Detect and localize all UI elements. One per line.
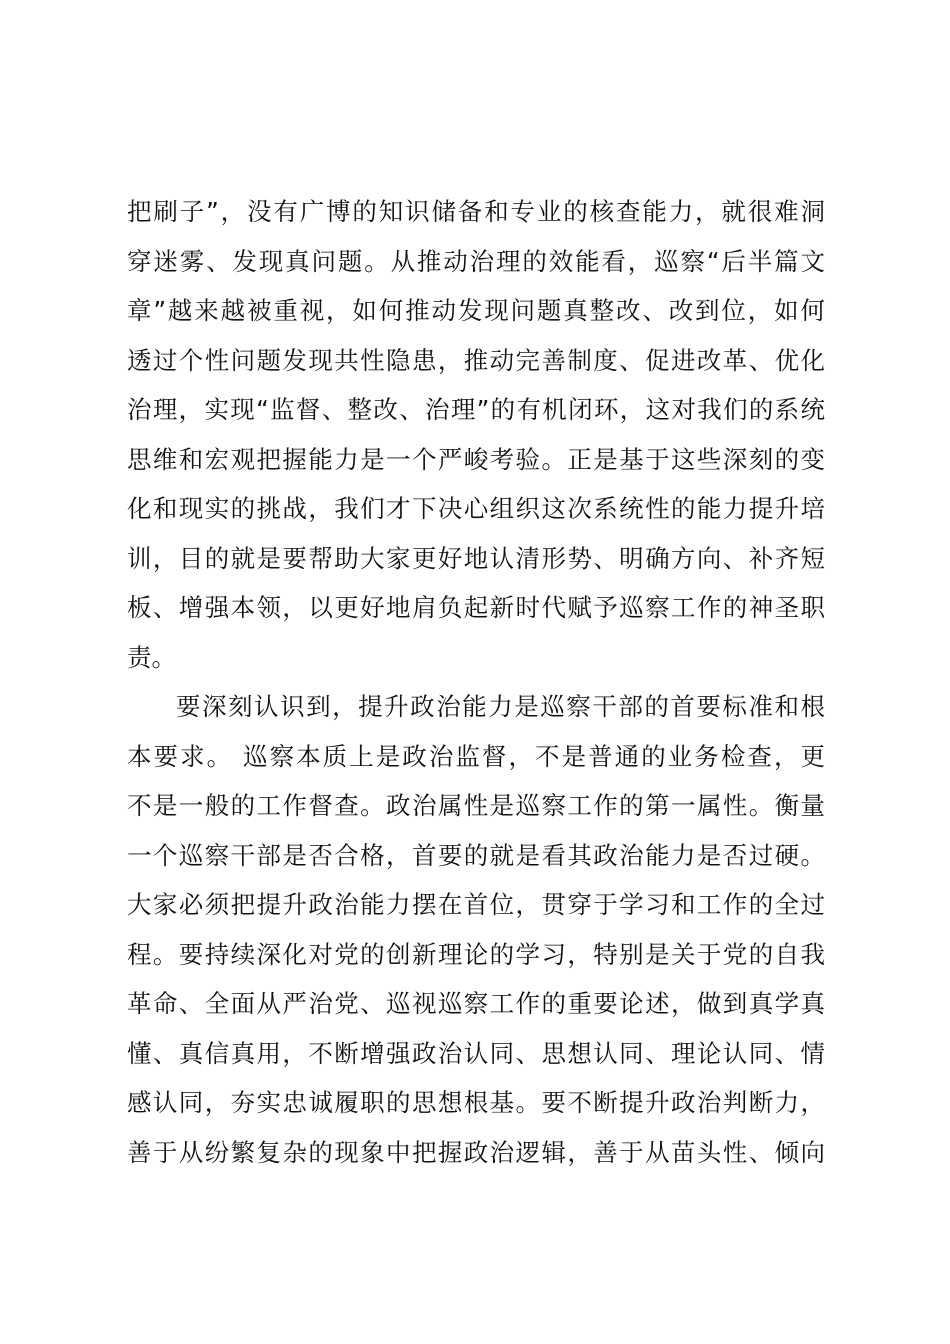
text-line: 透过个性问题发现共性隐患，推动完善制度、促进改革、优化	[127, 345, 825, 375]
text-line: 把刷子”，没有广博的知识储备和专业的核查能力，就很难洞	[127, 197, 825, 226]
text-line: 感认同，夯实忠诚履职的思想根基。要不断提升政治判断力，	[127, 1088, 825, 1117]
text-line: 章”越来越被重视，如何推动发现问题真整改、改到位，如何	[127, 296, 825, 325]
text-line: 不是一般的工作督查。政治属性是巡察工作的第一属性。衡量	[127, 791, 825, 820]
text-line: 责。	[127, 642, 176, 672]
text-line: 大家必须把提升政治能力摆在首位，贯穿于学习和工作的全过	[127, 890, 825, 919]
text-line: 革命、全面从严治党、巡视巡察工作的重要论述，做到真学真	[127, 989, 825, 1018]
text-line-indented: 要深刻认识到，提升政治能力是巡察干部的首要标准和根	[176, 692, 825, 721]
text-line: 善于从纷繁复杂的现象中把握政治逻辑，善于从苗头性、倾向	[127, 1137, 825, 1167]
paragraph-2	[127, 682, 825, 1177]
text-line: 训，目的就是要帮助大家更好地认清形势、明确方向、补齐短	[127, 543, 825, 573]
text-line: 一个巡察干部是否合格，首要的就是看其政治能力是否过硬。	[127, 840, 825, 870]
text-line: 本要求。 巡察本质上是政治监督，不是普通的业务检查，更	[127, 741, 825, 771]
text-line: 化和现实的挑战，我们才下决心组织这次系统性的能力提升培	[127, 494, 825, 523]
text-line: 穿迷雾、发现真问题。从推动治理的效能看，巡察“后半篇文	[127, 246, 825, 276]
paragraph-1	[127, 187, 825, 682]
text-line: 懂、真信真用，不断增强政治认同、思想认同、理论认同、情	[127, 1038, 825, 1068]
text-line: 治理，实现“监督、整改、治理”的有机闭环，这对我们的系统	[127, 395, 825, 424]
document-body	[127, 187, 825, 1177]
text-line: 思维和宏观把握能力是一个严峻考验。正是基于这些深刻的变	[127, 444, 825, 474]
text-line: 板、增强本领，以更好地肩负起新时代赋予巡察工作的神圣职	[127, 593, 825, 622]
text-line: 程。要持续深化对党的创新理论的学习，特别是关于党的自我	[127, 939, 825, 969]
